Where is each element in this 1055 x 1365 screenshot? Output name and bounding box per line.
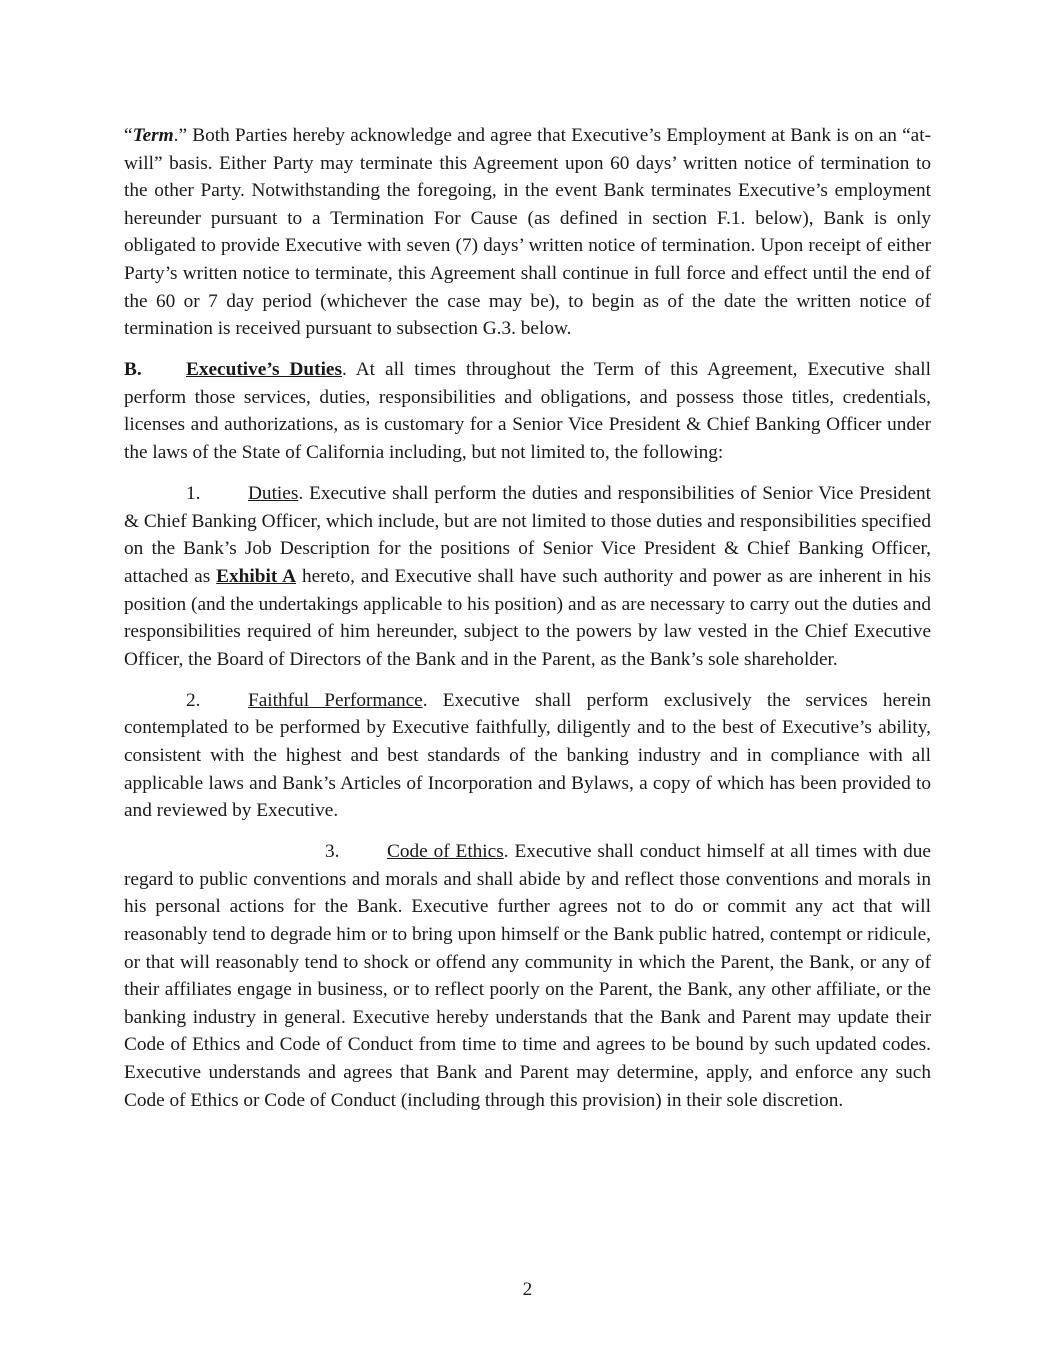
term-defined-word: Term	[132, 125, 174, 146]
item-3-number: 3.	[325, 841, 340, 863]
item-3-text: . Executive shall conduct himself at all times with due regard to public conventions and morals and shall abide by and reflect those conventions and morals in his personal actions for the Bank. Executive further agrees not to do or commit any act that will reasonably tend to degrade him or to bring upon himself or the Bank public hatred, contempt or ridicule, or that will reasonably tend to shock or offend any community in which the Parent, the Bank, or any of their affiliates engage in business, or to reflect poorly on the Parent, the Bank, any other affiliate, or the banking industry in general. Executive hereby understands that the Bank and Parent may update their Code of Ethics and Code of Conduct from time to time and agrees to be bound by such updated codes. Executive understands and agrees that Bank and Parent may determine, apply, and enforce any such Code of Ethics or Code of Conduct (including through this provision) in their sole discretion.	[124, 841, 931, 1111]
document-page	[124, 122, 931, 1128]
page-number: 2	[522, 1279, 533, 1300]
exhibit-a-reference: Exhibit A	[216, 565, 297, 587]
open-quote: “	[124, 125, 133, 146]
section-b-heading: Executive’s Duties	[186, 359, 342, 381]
item-2-text: . Executive shall perform exclusively the services herein contemplated to be performed by Executive faithfully, diligently and to the best of Executive’s ability, consistent with the highest and best standards of the banking industry and in compliance with all applicable laws and Bank’s Articles of Incorporation and Bylaws, a copy of which has been provided to and reviewed by Executive.	[124, 689, 932, 822]
section-b-text: . At all times throughout the Term of this Agreement, Executive shall perform those services, duties, responsibilities and obligations, and possess those titles, credentials, licenses and authorizations, as is customary for a Senior Vice President & Chief Banking Officer under the laws of the State of California including, but not limited to, the following:	[124, 359, 931, 464]
item-1-heading: Duties	[248, 483, 299, 505]
item-3-paragraph	[124, 838, 931, 1114]
section-b-paragraph	[124, 356, 931, 466]
item-1-text-before-exhibit: . Executive shall perform the duties and responsibilities of Senior Vice President & Chief Banking Officer, which include, but are not limited to those duties and responsibilities specified on the Bank’s Job Description for the positions of Senior Vice President & Chief Banking Officer, attached as	[124, 483, 931, 587]
item-1-number: 1.	[186, 483, 201, 505]
item-2-paragraph	[124, 687, 931, 825]
term-paragraph	[124, 122, 931, 343]
item-2-number: 2.	[186, 689, 201, 711]
item-2-heading: Faithful Performance	[248, 689, 423, 711]
term-paragraph-text: .” Both Parties hereby acknowledge and agree that Executive’s Employment at Bank is on an “at-will” basis. Either Party may terminate this Agreement upon 60 days’ written notice of termination to the other Party. Notwithstanding the foregoing, in the event Bank terminates Executive’s employment hereunder pursuant to a Termination For Cause (as defined in section F.1. below), Bank is only obligated to provide Executive with seven (7) days’ written notice of termination. Upon receipt of either Party’s written notice to terminate, this Agreement shall continue in full force and effect until the end of the 60 or 7 day period (whichever the case may be), to begin as of the date the written notice of termination is received pursuant to subsection G.3. below.	[124, 125, 931, 340]
section-b-letter: B.	[124, 359, 142, 381]
item-1-text-after-exhibit: hereto, and Executive shall have such authority and power as are inherent in his position (and the undertakings applicable to his position) and as are necessary to carry out the duties and responsibilities required of him hereunder, subject to the powers by law vested in the Chief Executive Officer, the Board of Directors of the Bank and in the Parent, as the Bank’s sole shareholder.	[124, 565, 932, 670]
item-3-heading: Code of Ethics	[387, 841, 504, 863]
item-1-paragraph	[124, 480, 931, 673]
